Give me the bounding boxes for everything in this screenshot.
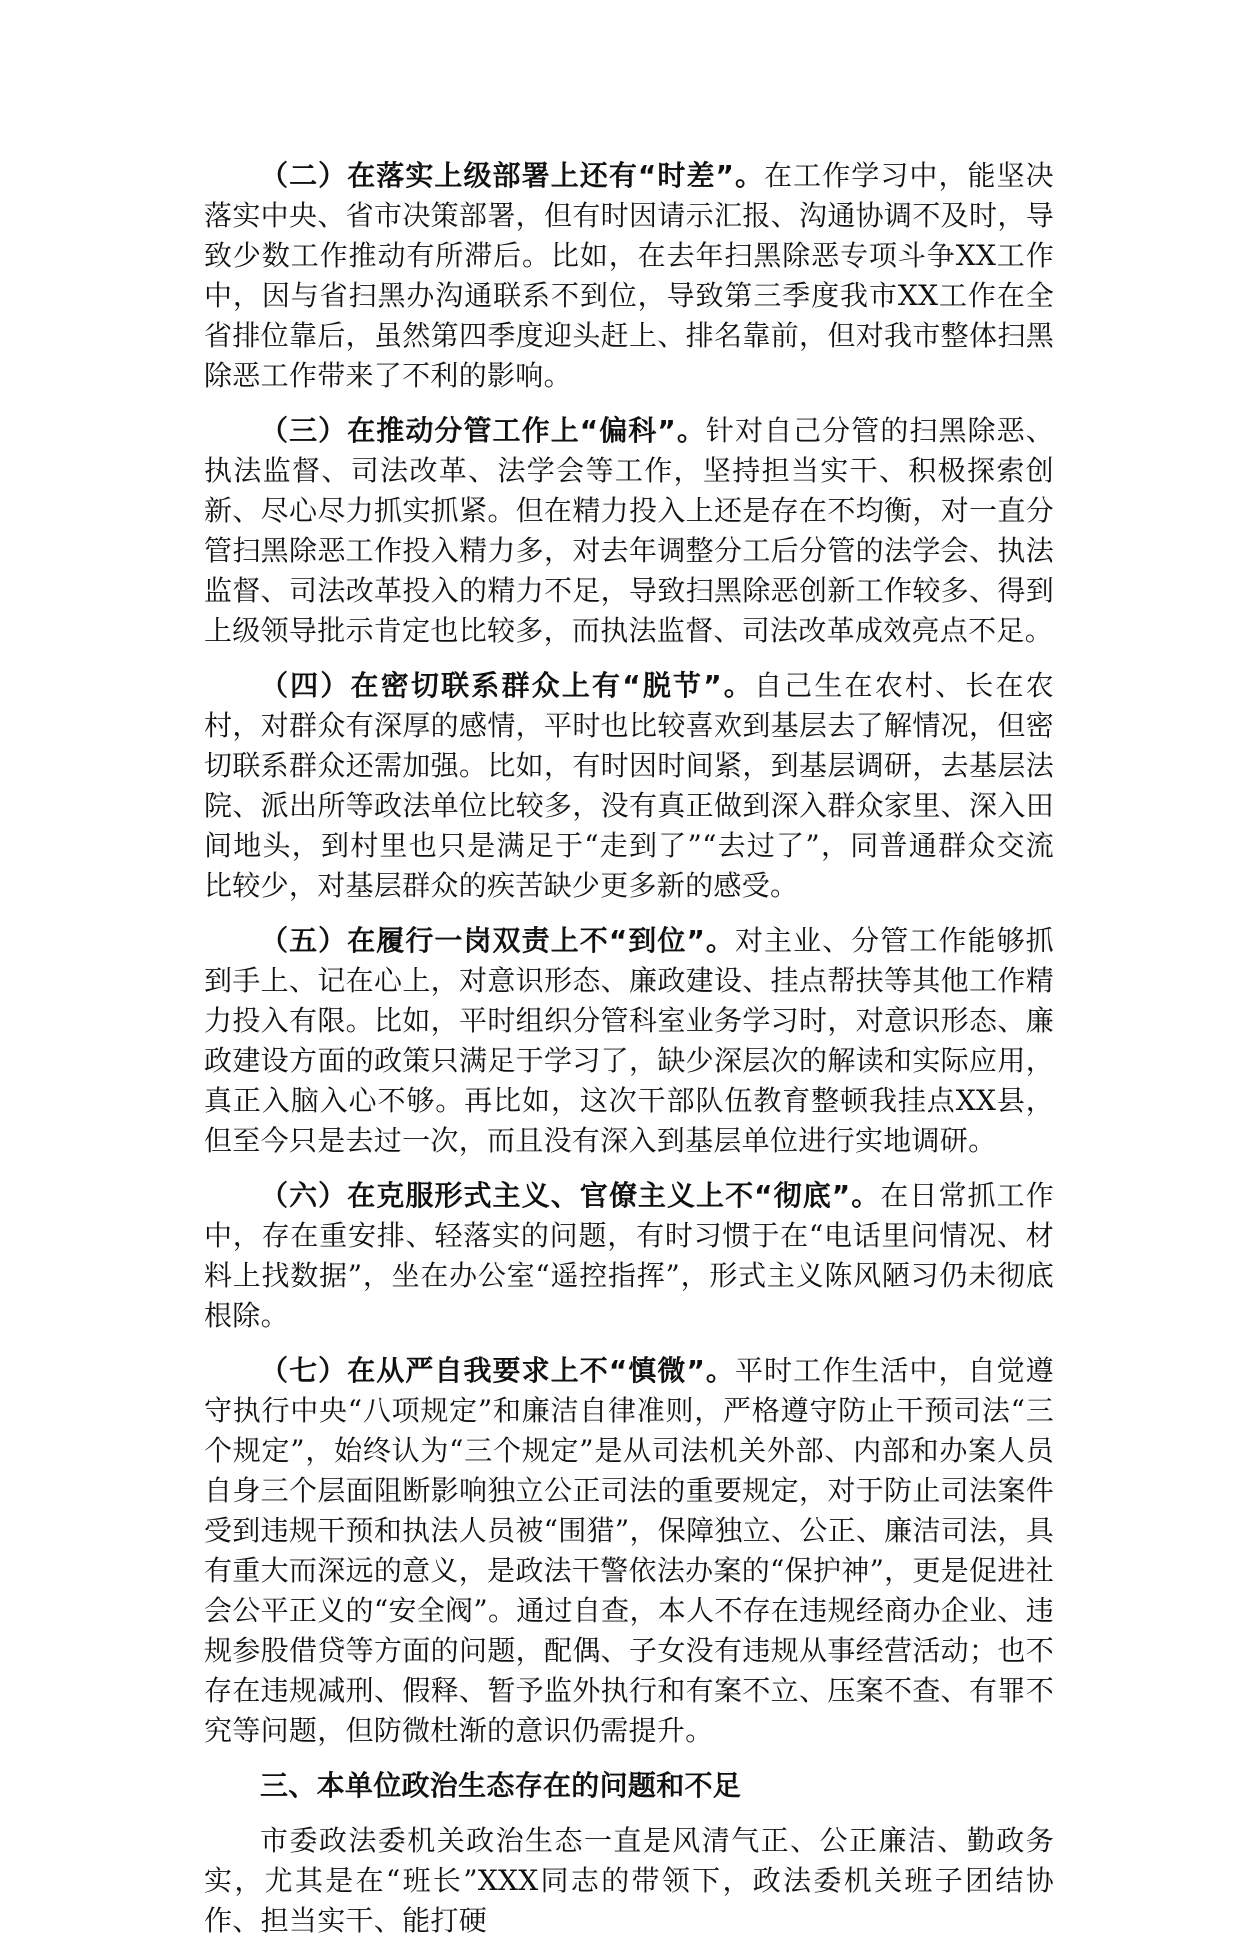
paragraph-body: 针对自己分管的扫黑除恶、执法监督、司法改革、法学会等工作，坚持担当实干、积极探索创新、尽心尽力抓实抓紧。但在精力投入上还是存在不均衡，对一直分管扫黑除恶工作投入精力多，对去年调整分工后分管的法学会、执法监督、司法改革投入的精力不足，导致扫黑除恶创新工作较多、得到上级领导批示肯定也比较多，而执法监督、司法改革成效亮点不足。 <box>204 414 1054 647</box>
paragraph-body: 在工作学习中，能坚决落实中央、省市决策部署，但有时因请示汇报、沟通协调不及时，导致少数工作推动有所滞后。比如，在去年扫黑除恶专项斗争XX工作中，因与省扫黑办沟通联系不到位，导致第三季度我市XX工作在全省排位靠后，虽然第四季度迎头赶上、排名靠前，但对我市整体扫黑除恶工作带来了不利的影响。 <box>204 159 1054 392</box>
paragraph-lead: （二）在落实上级部署上还有“时差”。 <box>260 159 765 192</box>
document-page <box>204 156 1054 1956</box>
paragraph-2 <box>204 156 1054 396</box>
paragraph-7 <box>204 1351 1054 1751</box>
paragraph-body: 在日常抓工作中，存在重安排、轻落实的问题，有时习惯于在“电话里问情况、材料上找数据”，坐在办公室“遥控指挥”，形式主义陈风陋习仍未彻底根除。 <box>204 1179 1054 1332</box>
paragraph-lead: （五）在履行一岗双责上不“到位”。 <box>260 924 735 957</box>
paragraph-body: 平时工作生活中，自觉遵守执行中央“八项规定”和廉洁自律准则，严格遵守防止干预司法“三个规定”，始终认为“三个规定”是从司法机关外部、内部和办案人员自身三个层面阻断影响独立公正司法的重要规定，对于防止司法案件受到违规干预和执法人员被“围猎”，保障独立、公正、廉洁司法，具有重大而深远的意义，是政法干警依法办案的“保护神”，更是促进社会公平正义的“安全阀”。通过自查，本人不存在违规经商办企业、违规参股借贷等方面的问题，配偶、子女没有违规从事经营活动；也不存在违规减刑、假释、暂予监外执行和有案不立、压案不查、有罪不究等问题，但防微杜渐的意识仍需提升。 <box>204 1354 1054 1747</box>
paragraph-lead: （七）在从严自我要求上不“慎微”。 <box>260 1354 735 1387</box>
paragraph-body: 自己生在农村、长在农村，对群众有深厚的感情，平时也比较喜欢到基层去了解情况，但密切联系群众还需加强。比如，有时因时间紧，到基层调研，去基层法院、派出所等政法单位比较多，没有真正做到深入群众家里、深入田间地头，到村里也只是满足于“走到了”“去过了”，同普通群众交流比较少，对基层群众的疾苦缺少更多新的感受。 <box>204 669 1054 902</box>
paragraph-6 <box>204 1176 1054 1336</box>
paragraph-3 <box>204 411 1054 651</box>
paragraph-lead: （四）在密切联系群众上有“脱节”。 <box>260 669 754 702</box>
paragraph-body: 对主业、分管工作能够抓到手上、记在心上，对意识形态、廉政建设、挂点帮扶等其他工作精力投入有限。比如，平时组织分管科室业务学习时，对意识形态、廉政建设方面的政策只满足于学习了，缺少深层次的解读和实际应用，真正入脑入心不够。再比如，这次干部队伍教育整顿我挂点XX县，但至今只是去过一次，而且没有深入到基层单位进行实地调研。 <box>204 924 1054 1157</box>
section-heading: 三、本单位政治生态存在的问题和不足 <box>260 1769 742 1802</box>
paragraph-4 <box>204 666 1054 906</box>
paragraph-lead: （六）在克服形式主义、官僚主义上不“彻底”。 <box>260 1179 881 1212</box>
paragraph-5 <box>204 921 1054 1161</box>
closing-paragraph: 市委政法委机关政治生态一直是风清气正、公正廉洁、勤政务实，尤其是在“班长”XXX同志的带领下，政法委机关班子团结协作、担当实干、能打硬 <box>204 1824 1054 1937</box>
paragraph-lead: （三）在推动分管工作上“偏科”。 <box>260 414 706 447</box>
